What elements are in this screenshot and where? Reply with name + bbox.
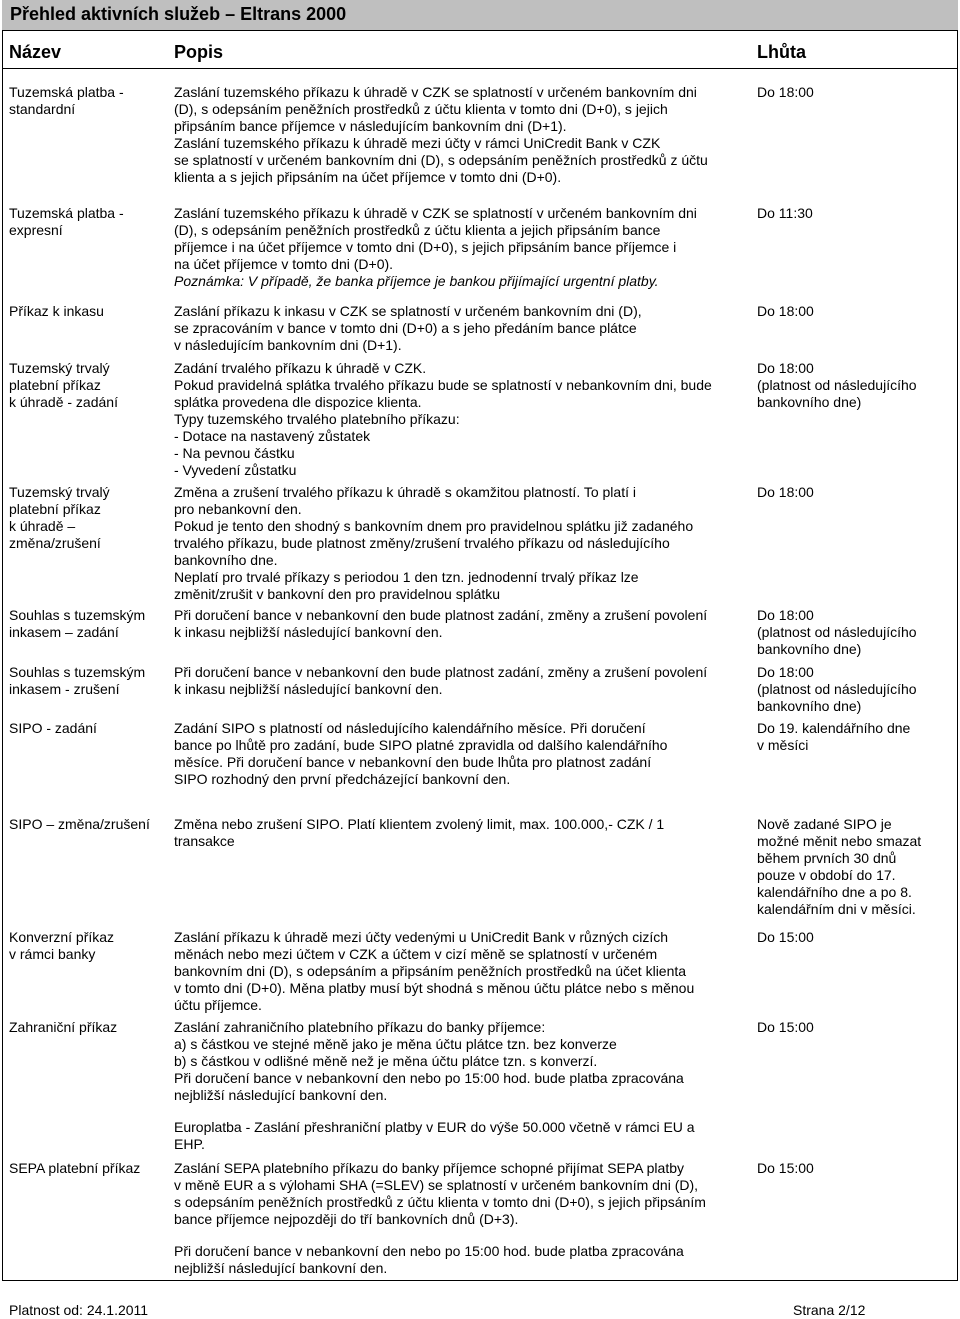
service-name-line: inkasem - zrušení (9, 681, 120, 697)
service-description (174, 484, 749, 603)
service-description (174, 1019, 749, 1104)
service-description-line: Zaslání tuzemského příkazu k úhradě v CZK se splatností v určeném bankovním dni (174, 84, 697, 100)
service-deadline (757, 607, 947, 658)
service-description-line: příjemce i na účet příjemce v tomto dni (D+0), s jejich připsáním bance příjemce i (174, 239, 677, 255)
service-description-line: bance po lhůtě pro zadání, bude SIPO platné zpravidla od dalšího kalendářního (174, 737, 668, 753)
service-name-line: platební příkaz (9, 501, 101, 517)
service-description-line: Zaslání příkazu k úhradě mezi účty vedenými u UniCredit Bank v různých cizích (174, 929, 669, 945)
service-description-line: b) s částkou v odlišné měně než je měna účtu plátce tzn. s konverzí. (174, 1053, 598, 1069)
service-name (9, 664, 159, 698)
service-description-line: Zadání trvalého příkazu k úhradě v CZK. (174, 360, 427, 376)
service-name-line: Konverzní příkaz (9, 929, 115, 945)
service-deadline-line: (platnost od následujícího (757, 681, 917, 697)
service-deadline-line: Do 15:00 (757, 929, 814, 945)
page-title: Přehled aktivních služeb – Eltrans 2000 (10, 4, 347, 24)
service-deadline-line: během prvních 30 dnů (757, 850, 897, 866)
service-deadline-line: kalendářním dni v měsíci. (757, 901, 916, 917)
service-description (174, 816, 749, 850)
header-deadline: Lhůta (757, 42, 806, 62)
service-description-line: Pokud je tento den shodný s bankovním dnem pro pravidelnou splátku již zadaného (174, 518, 694, 534)
service-description (174, 303, 749, 354)
service-description-line: v měně EUR a s výlohami SHA (=SLEV) se splatností v určeném bankovním dni (D), (174, 1177, 699, 1193)
service-description (174, 720, 749, 788)
service-description-line: klienta a s jejich připsáním na účet příjemce v tomto dni (D+0). (174, 169, 562, 185)
service-name (9, 360, 159, 411)
service-description-line: Při doručení bance v nebankovní den bude platnost zadání, změny a zrušení povolení (174, 664, 708, 680)
service-description-line: Změna a zrušení trvalého příkazu k úhradě s okamžitou platností. To platí i (174, 484, 636, 500)
service-deadline-line: bankovního dne) (757, 394, 862, 410)
service-deadline (757, 1019, 947, 1036)
service-name (9, 607, 159, 641)
service-name (9, 484, 159, 552)
service-description-line: měnách nebo mezi účtem v CZK a účtem v cizí měně se splatností v určeném (174, 946, 658, 962)
service-name-line: k úhradě – (9, 518, 76, 534)
service-deadline-line: Do 15:00 (757, 1160, 814, 1176)
service-deadline-line: Do 18:00 (757, 84, 814, 100)
service-description (174, 1243, 749, 1277)
service-description-line: v následujícím bankovním dni (D+1). (174, 337, 402, 353)
validity-date: Platnost od: 24.1.2011 (9, 1302, 149, 1318)
service-description (174, 84, 749, 186)
service-name-line: Tuzemská platba - (9, 205, 124, 221)
service-deadline-line: v měsíci (757, 737, 809, 753)
service-description-line: k inkasu nejbližší následující bankovní den. (174, 624, 443, 640)
service-deadline-line: Do 18:00 (757, 303, 814, 319)
service-description (174, 607, 749, 641)
service-description-line: změnit/zrušit v bankovní den pro pravidelnou splátku (174, 586, 501, 602)
header-description: Popis (174, 42, 224, 62)
service-deadline (757, 1160, 947, 1177)
service-name (9, 929, 159, 963)
service-deadline-line: Do 19. kalendářního dne (757, 720, 911, 736)
service-deadline-line: (platnost od následujícího (757, 377, 917, 393)
service-description-line: Při doručení bance v nebankovní den bude platnost zadání, změny a zrušení povolení (174, 607, 708, 623)
service-deadline-line: Do 11:30 (757, 205, 813, 221)
service-description-line: Europlatba - Zaslání přeshraniční platby v EUR do výše 50.000 včetně v rámci EU a (174, 1119, 695, 1135)
service-description-line: Změna nebo zrušení SIPO. Platí klientem zvolený limit, max. 100.000,- CZK / 1 (174, 816, 665, 832)
service-description-line: - Dotace na nastavený zůstatek (174, 428, 371, 444)
service-name (9, 1019, 159, 1036)
service-deadline-line: Do 18:00 (757, 664, 814, 680)
service-description-line: bankovním dni (D), s odepsáním a připsáním peněžních prostředků na účet klienta (174, 963, 687, 979)
service-description-line: Zaslání tuzemského příkazu k úhradě v CZK se splatností v určeném bankovním dni (174, 205, 697, 221)
service-deadline (757, 303, 947, 320)
service-name-line: změna/zrušení (9, 535, 101, 551)
service-name (9, 1160, 159, 1177)
service-description-line: bankovního dne. (174, 552, 278, 568)
service-description-line: připsáním bance příjemce v následujícím bankovním dni (D+1). (174, 118, 567, 134)
service-description-note: Poznámka: V případě, že banka příjemce je bankou přijímající urgentní platby. (174, 273, 659, 289)
service-description-line: Zadání SIPO s platností od následujícího kalendářního měsíce. Při doručení (174, 720, 646, 736)
service-name-line: Tuzemský trvalý (9, 484, 110, 500)
service-description-line: Zaslání zahraničního platebního příkazu do banky příjemce: (174, 1019, 546, 1035)
service-deadline-line: Do 15:00 (757, 1019, 814, 1035)
service-deadline-line: Nově zadané SIPO je (757, 816, 892, 832)
service-description-line: nejbližší následující bankovní den. (174, 1087, 388, 1103)
service-deadline-line: pouze v období do 17. (757, 867, 896, 883)
service-deadline-line: Do 18:00 (757, 484, 814, 500)
service-deadline-line: Do 18:00 (757, 607, 814, 623)
service-deadline-line: Do 18:00 (757, 360, 814, 376)
service-name-line: Příkaz k inkasu (9, 303, 104, 319)
service-deadline (757, 205, 947, 222)
service-description-line: Zaslání příkazu k inkasu v CZK se splatností v určeném bankovním dni (D), (174, 303, 642, 319)
service-description-line: v tomto dni (D+0). Měna platby musí být shodná s měnou účtu plátce nebo s měnou (174, 980, 695, 996)
service-description-line: (D), s odepsáním peněžních prostředků z účtu klienta a jejich připsáním bance (174, 222, 661, 238)
service-name (9, 720, 159, 737)
service-deadline (757, 664, 947, 715)
service-name-line: v rámci banky (9, 946, 96, 962)
service-description-line: (D), s odepsáním peněžních prostředků z účtu klienta v tomto dni (D+0), s jejich (174, 101, 668, 117)
service-description-line: Pokud pravidelná splátka trvalého příkazu bude se splatností v nebankovním dni, bude (174, 377, 712, 393)
service-description-line: se zpracováním v bance v tomto dni (D+0) a s jeho předáním bance plátce (174, 320, 637, 336)
service-description-line: splátka provedena dle dispozice klienta. (174, 394, 422, 410)
service-name (9, 84, 159, 118)
service-description (174, 1160, 749, 1228)
service-name-line: SIPO – změna/zrušení (9, 816, 150, 832)
header-name: Název (9, 42, 62, 62)
service-name-line: SEPA platební příkaz (9, 1160, 141, 1176)
service-name-line: Tuzemská platba - (9, 84, 124, 100)
service-deadline (757, 360, 947, 411)
service-description-line: transakce (174, 833, 235, 849)
service-deadline-line: bankovního dne) (757, 698, 862, 714)
service-description-line: k inkasu nejbližší následující bankovní den. (174, 681, 443, 697)
title-bar (2, 0, 958, 30)
service-deadline (757, 929, 947, 946)
service-name-line: Tuzemský trvalý (9, 360, 110, 376)
service-name-line: expresní (9, 222, 63, 238)
service-description-line: Neplatí pro trvalé příkazy s periodou 1 den tzn. jednodenní trvalý příkaz lze (174, 569, 639, 585)
service-description (174, 360, 749, 479)
service-deadline (757, 84, 947, 101)
service-description (174, 664, 749, 698)
service-description-line: bance příjemce nejpozději do tří bankovních dnů (D+3). (174, 1211, 519, 1227)
service-name-line: Zahraniční příkaz (9, 1019, 118, 1035)
service-description-line: na účet příjemce v tomto dni (D+0). (174, 256, 394, 272)
service-description-line: trvalého příkazu, bude platnost změny/zrušení trvalého příkazu od následujícího (174, 535, 670, 551)
service-description-line: pro nebankovní den. (174, 501, 302, 517)
service-name-line: standardní (9, 101, 76, 117)
service-description-line: EHP. (174, 1136, 205, 1152)
service-deadline (757, 816, 947, 918)
service-deadline (757, 720, 947, 754)
service-description-line: Typy tuzemského trvalého platebního příkazu: (174, 411, 460, 427)
table-header (2, 40, 958, 68)
service-deadline (757, 484, 947, 501)
service-description (174, 205, 749, 290)
header-divider (2, 68, 958, 69)
service-description-line: Při doručení bance v nebankovní den nebo po 15:00 hod. bude platba zpracována (174, 1070, 684, 1086)
service-name (9, 303, 159, 320)
service-name-line: k úhradě - zadání (9, 394, 118, 410)
service-deadline-line: (platnost od následujícího (757, 624, 917, 640)
service-deadline-line: možné měnit nebo smazat (757, 833, 922, 849)
service-name (9, 205, 159, 239)
page-number: Strana 2/12 (793, 1302, 866, 1318)
service-description-line: - Vyvedení zůstatku (174, 462, 297, 478)
service-description-line: Zaslání tuzemského příkazu k úhradě mezi účty v rámci UniCredit Bank v CZK (174, 135, 661, 151)
service-description (174, 1119, 749, 1153)
service-name-line: platební příkaz (9, 377, 101, 393)
service-description-line: se splatností v určeném bankovním dni (D), s odepsáním peněžních prostředků z účtu (174, 152, 708, 168)
service-description-line: měsíce. Při doručení bance v nebankovní den bude lhůta pro platnost zadání (174, 754, 652, 770)
service-description-line: a) s částkou ve stejné měně jako je měna účtu plátce tzn. bez konverze (174, 1036, 617, 1052)
service-description-line: SIPO rozhodný den první předcházející bankovní den. (174, 771, 511, 787)
service-name-line: SIPO - zadání (9, 720, 97, 736)
service-description-line: Při doručení bance v nebankovní den nebo po 15:00 hod. bude platba zpracována (174, 1243, 684, 1259)
service-description-line: účtu příjemce. (174, 997, 262, 1013)
service-description-line: s odepsáním peněžních prostředků z účtu klienta v tomto dni (D+0), s jejich připsáním (174, 1194, 706, 1210)
service-name-line: Souhlas s tuzemským (9, 607, 146, 623)
service-name-line: Souhlas s tuzemským (9, 664, 146, 680)
service-name (9, 816, 159, 833)
service-description-line: - Na pevnou částku (174, 445, 295, 461)
service-name-line: inkasem – zadání (9, 624, 119, 640)
service-description (174, 929, 749, 1014)
service-deadline-line: bankovního dne) (757, 641, 862, 657)
service-description-line: nejbližší následující bankovní den. (174, 1260, 388, 1276)
service-description-line: Zaslání SEPA platebního příkazu do banky příjemce schopné přijímat SEPA platby (174, 1160, 684, 1176)
service-deadline-line: kalendářního dne a po 8. (757, 884, 912, 900)
